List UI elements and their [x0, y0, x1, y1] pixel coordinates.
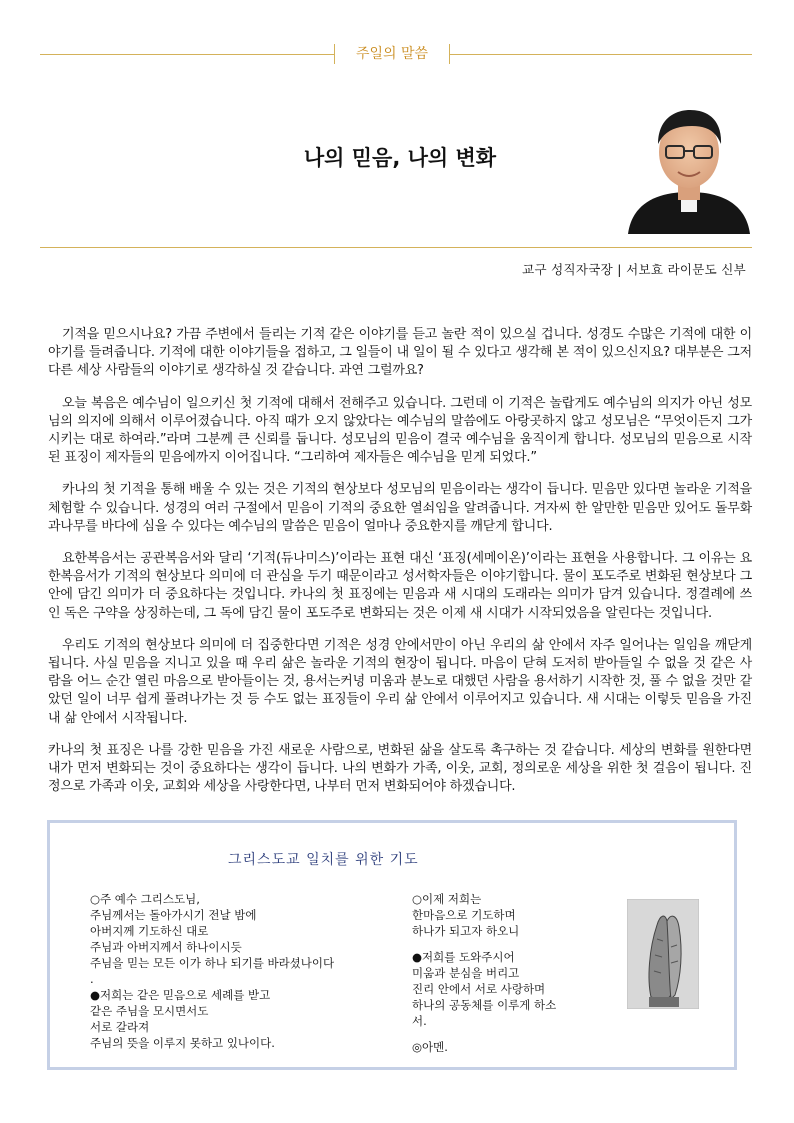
prayer-right-column	[412, 891, 612, 1055]
paragraph: 요한복음서는 공관복음서와 달리 ‘기적(듀나미스)’이라는 표현 대신 ‘표징(세메이온)’이라는 표현을 사용합니다. 그 이유는 요한복음서가 기적의 현상보다 의미에 더 관심을 두기 때문이라고 성서학자들은 이야기합니다. 물이 포도주로 변화된 현상보다 그 안에 담긴 의미가 더 중요하다는 것입니다. 카나의 첫 표징에는 믿음과 새 시대의 도래라는 의미가 담겨 있습니다. 정결례에 쓰인 독은 구약을 상징하는데, 그 독에 담긴 물이 포도주로 변화되는 것은 이제 새 시대가 시작되었음을 알린다는 것입니다.	[48, 551, 752, 621]
prayer-box	[47, 820, 737, 1070]
author-portrait	[620, 100, 758, 234]
prayer-line: ○주 예수 그리스도님,	[90, 892, 200, 906]
tag-right-bar	[449, 44, 450, 64]
prayer-line: .	[90, 972, 94, 986]
tag-left-bar	[334, 44, 335, 64]
prayer-line: ●저희를 도와주시어	[412, 950, 515, 964]
section-tag	[334, 44, 450, 64]
prayer-line: 서로 갈라져	[90, 1020, 150, 1034]
prayer-line: 주님께서는 돌아가시기 전날 밤에	[90, 908, 257, 922]
prayer-line: 미움과 분심을 버리고	[412, 966, 520, 980]
prayer-line: 아버지께 기도하신 대로	[90, 924, 209, 938]
prayer-left-column	[90, 891, 400, 1051]
author-byline: 교구 성직자국장 | 서보효 라이문도 신부	[522, 262, 746, 277]
divider-rule	[40, 247, 752, 248]
prayer-line: ●저희는 같은 믿음으로 세례를 받고	[90, 988, 271, 1002]
paragraph: 오늘 복음은 예수님이 일으키신 첫 기적에 대해서 전해주고 있습니다. 그런데 이 기적은 놀랍게도 예수님의 의지가 아닌 성모님의 의지에 의해서 이루어졌습니다. 아직 때가 오지 않았다는 예수님의 말씀에도 아랑곳하지 않고 성모님은 “무엇이든지 그가 시키는 대로 하여라.”라며 그분께 큰 신뢰를 둡니다. 성모님의 믿음이 결국 예수님을 움직이게 합니다. 성모님의 믿음으로 시작된 표징이 제자들의 믿음에까지 이어집니다. “그리하여 제자들은 예수님을 믿게 되었다.”	[48, 395, 752, 466]
prayer-line: 하나의 공동체를 이루게 하소	[412, 998, 557, 1012]
paragraph: 카나의 첫 기적을 통해 배울 수 있는 것은 기적의 현상보다 성모님의 믿음이라는 생각이 듭니다. 믿음만 있다면 놀라운 기적을 체험할 수 있습니다. 성경의 여러 구절에서 믿음이 기적의 중요한 열쇠임을 알려줍니다. 겨자씨 한 알만한 믿음만 있어도 돌무화과나무를 바다에 심을 수 있다는 예수님의 말씀은 믿음이 얼마나 중요한지를 깨닫게 합니다.	[48, 482, 752, 534]
paragraph: 카나의 첫 표징은 나를 강한 믿음을 가진 새로운 사람으로, 변화된 삶을 살도록 촉구하는 것 같습니다. 세상의 변화를 원한다면 내가 먼저 변화되는 것이 중요하다는 생각이 듭니다. 나의 변화가 가족, 이웃, 교회, 정의로운 세상을 위한 첫 걸음이 됩니다. 진정으로 가족과 이웃, 교회와 세상을 사랑한다면, 나부터 먼저 변화되어야 하겠습니다.	[48, 742, 752, 795]
article-title: 나의 믿음, 나의 변화	[303, 146, 497, 170]
paragraph: 기적을 믿으시나요? 가끔 주변에서 들리는 기적 같은 이야기를 듣고 놀란 적이 있으실 겁니다. 성경도 수많은 기적에 대한 이야기를 들려줍니다. 기적에 대한 이야기들을 접하고, 그 일들이 내 일이 될 수 있다고 생각해 본 적이 있으신지요? 대부분은 그저 다른 세상 사람들의 이야기로 생각하실 것 같습니다. 과연 그럴까요?	[48, 327, 752, 379]
section-tag-label: 주일의 말씀	[355, 46, 429, 62]
prayer-line: 주님의 뜻을 이루지 못하고 있나이다.	[90, 1036, 275, 1050]
article-body	[48, 326, 752, 810]
paragraph: 우리도 기적의 현상보다 의미에 더 집중한다면 기적은 성경 안에서만이 아닌 우리의 삶 안에서 자주 일어나는 일임을 깨닫게 됩니다. 사실 믿음을 지니고 있을 때 우리 삶은 놀라운 기적의 현장이 됩니다. 마음이 닫혀 도저히 받아들일 수 없을 것 같은 사람을 어느 순간 열린 마음으로 받아들이는 것, 용서는커녕 미움과 분노로 대했던 사람을 용서하기 시작한 것, 풀 수 없을 것만 같았던 일이 너무 쉽게 풀려나가는 것 등 수도 없는 표징들이 우리 삶 안에서 이루어지고 있습니다. 새 시대는 이렇듯 믿음을 가진 내 삶 안에서 시작됩니다.	[48, 637, 752, 726]
prayer-line: 하나가 되고자 하오니	[412, 924, 520, 938]
prayer-line: 주님과 아버지께서 하나이시듯	[90, 940, 242, 954]
prayer-line: 서.	[412, 1014, 427, 1028]
prayer-line: 같은 주님을 모시면서도	[90, 1004, 209, 1018]
praying-hands-image	[627, 899, 699, 1009]
prayer-title: 그리스도교 일치를 위한 기도	[228, 852, 419, 868]
prayer-line: 한마음으로 기도하며	[412, 908, 516, 922]
prayer-amen: ◎아멘.	[412, 1040, 448, 1054]
prayer-line: 진리 안에서 서로 사랑하며	[412, 982, 546, 996]
prayer-line: ○이제 저희는	[412, 892, 482, 906]
prayer-line: 주님을 믿는 모든 이가 하나 되기를 바라셨나이다	[90, 956, 335, 970]
